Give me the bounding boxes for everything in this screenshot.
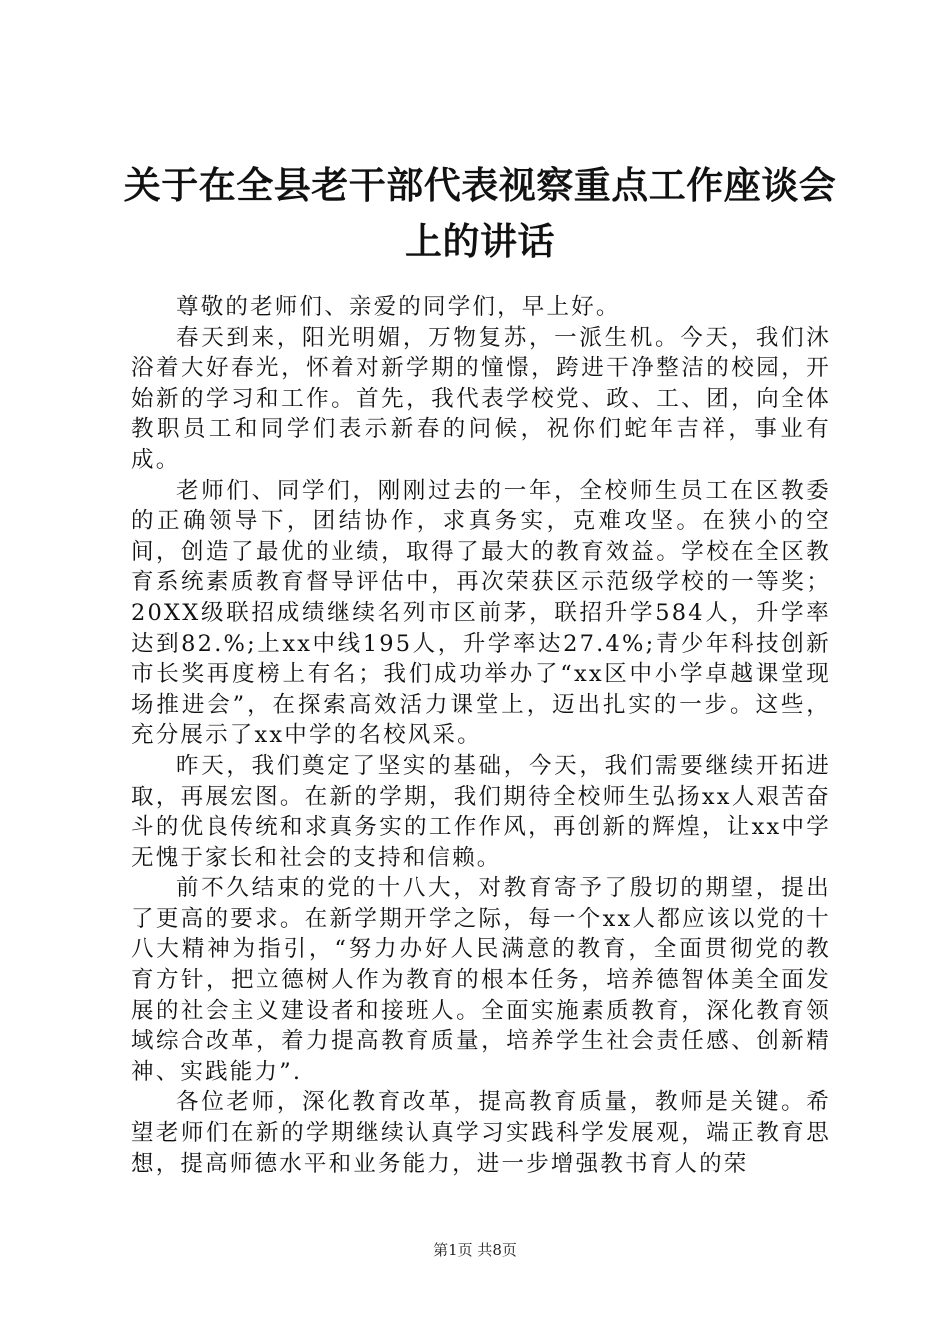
paragraph-outlook: 昨天，我们奠定了坚实的基础，今天，我们需要继续开拓进取，再展宏图。在新的学期，我们期待全校师生弘扬xx人艰苦奋斗的优良传统和求真务实的工作作风，再创新的辉煌，让xx中学无愧于家长和社会的支持和信赖。 xyxy=(131,752,831,871)
document-title: 关于在全县老干部代表视察重点工作座谈会上的讲话 xyxy=(123,164,837,263)
paragraph-achievements: 老师们、同学们，刚刚过去的一年，全校师生员工在区教委的正确领导下，团结协作，求真务实，克难攻坚。在狭小的空间，创造了最优的业绩，取得了最大的教育效益。学校在全区教育系统素质教育督导评估中，再次荣获区示范级学校的一等奖；20XX级联招成绩继续名列市区前茅，联招升学584人，升学率达到82.%;上xx中线195人，升学率达27.4%;青少年科技创新市长奖再度榜上有名；我们成功举办了“xx区中小学卓越课堂现场推进会”，在探索高效活力课堂上，迈出扎实的一步。这些，充分展示了xx中学的名校风采。 xyxy=(131,477,831,749)
document-body xyxy=(131,292,831,1179)
page-number-footer: 第1页 共8页 xyxy=(433,1241,517,1259)
paragraph-greeting: 尊敬的老师们、亲爱的同学们，早上好。 xyxy=(176,294,621,320)
paragraph-party-congress: 前不久结束的党的十八大，对教育寄予了殷切的期望，提出了更高的要求。在新学期开学之际，每一个xx人都应该以党的十八大精神为指引，“努力办好人民满意的教育，全面贯彻党的教育方针，把立德树人作为教育的根本任务，培养德智体美全面发展的社会主义建设者和接班人。全面实施素质教育，深化教育领域综合改革，着力提高教育质量，培养学生社会责任感、创新精神、实践能力”. xyxy=(131,875,831,1085)
paragraph-spring: 春天到来，阳光明媚，万物复苏，一派生机。今天，我们沐浴着大好春光，怀着对新学期的憧憬，跨进干净整洁的校园，开始新的学习和工作。首先，我代表学校党、政、工、团，向全体教职员工和同学们表示新春的问候，祝你们蛇年吉祥，事业有成。 xyxy=(131,324,831,473)
paragraph-teachers: 各位老师，深化教育改革，提高教育质量，教师是关键。希望老师们在新的学期继续认真学习实践科学发展观，端正教育思想，提高师德水平和业务能力，进一步增强教书育人的荣 xyxy=(131,1089,831,1177)
